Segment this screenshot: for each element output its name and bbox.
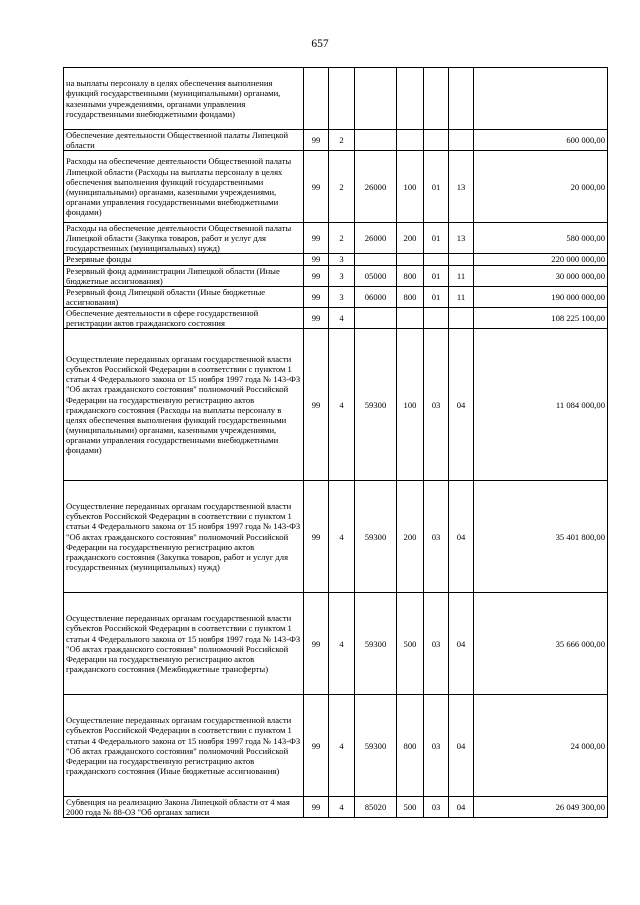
expense-type-cell: 200 (397, 481, 424, 593)
program-code-cell: 99 (304, 254, 329, 265)
subsection-cell: 04 (449, 481, 474, 593)
table-row (64, 593, 608, 695)
amount-cell: 35 666 000,00 (474, 593, 608, 695)
amount-cell: 600 000,00 (474, 130, 608, 151)
expense-name-cell: Осуществление переданных органам государственной власти субъектов Российской Федерации в соответствии с пунктом 1 статьи 4 Федерального закона от 15 ноября 1997 года № 143-ФЗ "Об актах гражданского состояния" полномочий Российской Федерации на государственную регистрацию актов гражданского состояния (Иные бюджетные ассигнования) (64, 695, 304, 797)
subsection-cell: 04 (449, 797, 474, 818)
expense-name-cell: на выплаты персоналу в целях обеспечения выполнения функций государственными (муниципальными) органами, казенными учреждениями, органами управления государственными внебюджетными фондами) (64, 68, 304, 130)
expense-name-cell: Обеспечение деятельности Общественной палаты Липецкой области (64, 130, 304, 151)
program-code-cell: 99 (304, 223, 329, 254)
table-row (64, 130, 608, 151)
direction-code-cell: 05000 (355, 265, 397, 286)
section-cell (424, 307, 449, 328)
direction-code-cell: 26000 (355, 223, 397, 254)
amount-cell: 30 000 000,00 (474, 265, 608, 286)
program-code-cell: 99 (304, 695, 329, 797)
program-code-cell: 99 (304, 307, 329, 328)
program-code-cell: 99 (304, 286, 329, 307)
amount-cell: 24 000,00 (474, 695, 608, 797)
expense-type-cell: 800 (397, 265, 424, 286)
section-cell: 03 (424, 481, 449, 593)
expense-type-cell (397, 130, 424, 151)
program-code-cell: 99 (304, 481, 329, 593)
amount-cell: 26 049 300,00 (474, 797, 608, 818)
amount-cell: 190 000 000,00 (474, 286, 608, 307)
subsection-cell (449, 307, 474, 328)
subsection-cell: 11 (449, 265, 474, 286)
expense-name-cell: Осуществление переданных органам государственной власти субъектов Российской Федерации в соответствии с пунктом 1 статьи 4 Федерального закона от 15 ноября 1997 года № 143-ФЗ "Об актах гражданского состояния" полномочий Российской Федерации на государственную регистрацию актов гражданского состояния (Межбюджетные трансферты) (64, 593, 304, 695)
expense-name-cell: Осуществление переданных органам государственной власти субъектов Российской Федерации в соответствии с пунктом 1 статьи 4 Федерального закона от 15 ноября 1997 года № 143-ФЗ "Об актах гражданского состояния" полномочий Российской Федерации на государственную регистрацию актов гражданского состояния (Расходы на выплаты персоналу в целях обеспечения выполнения функций государственными (муниципальными) органами, казенными учреждениями, органами управления государственными внебюджетными фондами) (64, 329, 304, 481)
program-code-cell: 99 (304, 130, 329, 151)
subprogram-code-cell: 3 (329, 286, 355, 307)
expense-type-cell: 800 (397, 695, 424, 797)
subprogram-code-cell: 4 (329, 329, 355, 481)
table-row (64, 329, 608, 481)
program-code-cell: 99 (304, 593, 329, 695)
expense-type-cell: 500 (397, 593, 424, 695)
amount-cell: 580 000,00 (474, 223, 608, 254)
section-cell: 01 (424, 151, 449, 223)
section-cell: 03 (424, 797, 449, 818)
subprogram-code-cell: 2 (329, 130, 355, 151)
table-row (64, 286, 608, 307)
subsection-cell (449, 68, 474, 130)
subprogram-code-cell: 4 (329, 593, 355, 695)
subprogram-code-cell: 4 (329, 481, 355, 593)
section-cell (424, 130, 449, 151)
expense-type-cell (397, 68, 424, 130)
direction-code-cell (355, 254, 397, 265)
expense-name-cell: Расходы на обеспечение деятельности Общественной палаты Липецкой области (Расходы на выплаты персоналу в целях обеспечения выполнения функций государственными (муниципальными) органами, казенными учреждениями, органами управления государственными внебюджетными фондами) (64, 151, 304, 223)
section-cell: 03 (424, 329, 449, 481)
table-row (64, 695, 608, 797)
direction-code-cell: 26000 (355, 151, 397, 223)
expense-type-cell: 500 (397, 797, 424, 818)
program-code-cell: 99 (304, 329, 329, 481)
direction-code-cell: 59300 (355, 593, 397, 695)
table-row (64, 265, 608, 286)
page-number: 657 (311, 38, 329, 50)
section-cell (424, 68, 449, 130)
table-row (64, 151, 608, 223)
expense-name-cell: Резервный фонд Липецкой области (Иные бюджетные ассигнования) (64, 286, 304, 307)
amount-cell: 108 225 100,00 (474, 307, 608, 328)
subprogram-code-cell: 2 (329, 151, 355, 223)
direction-code-cell: 85020 (355, 797, 397, 818)
expense-type-cell: 200 (397, 223, 424, 254)
expense-type-cell: 100 (397, 329, 424, 481)
subprogram-code-cell: 4 (329, 797, 355, 818)
amount-cell (474, 68, 608, 130)
subprogram-code-cell: 4 (329, 695, 355, 797)
section-cell: 01 (424, 265, 449, 286)
amount-cell: 35 401 800,00 (474, 481, 608, 593)
expense-name-cell: Обеспечение деятельности в сфере государственной регистрации актов гражданского состояния (64, 307, 304, 328)
section-cell: 03 (424, 593, 449, 695)
subsection-cell: 13 (449, 151, 474, 223)
section-cell: 01 (424, 223, 449, 254)
expense-name-cell: Осуществление переданных органам государственной власти субъектов Российской Федерации в соответствии с пунктом 1 статьи 4 Федерального закона от 15 ноября 1997 года № 143-ФЗ "Об актах гражданского состояния" полномочий Российской Федерации на государственную регистрацию актов гражданского состояния (Закупка товаров, работ и услуг для государственных (муниципальных) нужд) (64, 481, 304, 593)
subsection-cell: 04 (449, 329, 474, 481)
expense-name-cell: Резервный фонд администрации Липецкой области (Иные бюджетные ассигнования) (64, 265, 304, 286)
direction-code-cell (355, 307, 397, 328)
program-code-cell (304, 68, 329, 130)
amount-cell: 11 084 000,00 (474, 329, 608, 481)
expense-type-cell: 800 (397, 286, 424, 307)
program-code-cell: 99 (304, 151, 329, 223)
section-cell: 03 (424, 695, 449, 797)
budget-table (63, 67, 608, 818)
expense-type-cell (397, 307, 424, 328)
subsection-cell: 11 (449, 286, 474, 307)
section-cell: 01 (424, 286, 449, 307)
direction-code-cell: 59300 (355, 481, 397, 593)
table-row (64, 307, 608, 328)
table-row (64, 797, 608, 818)
section-cell (424, 254, 449, 265)
subprogram-code-cell: 4 (329, 307, 355, 328)
subsection-cell (449, 130, 474, 151)
subprogram-code-cell: 3 (329, 265, 355, 286)
subsection-cell: 04 (449, 593, 474, 695)
amount-cell: 20 000,00 (474, 151, 608, 223)
table-row (64, 223, 608, 254)
direction-code-cell: 06000 (355, 286, 397, 307)
program-code-cell: 99 (304, 265, 329, 286)
direction-code-cell: 59300 (355, 695, 397, 797)
expense-name-cell: Резервные фонды (64, 254, 304, 265)
expense-name-cell: Субвенция на реализацию Закона Липецкой области от 4 мая 2000 года № 88-ОЗ "Об органах записи (64, 797, 304, 818)
subprogram-code-cell (329, 68, 355, 130)
table-row (64, 481, 608, 593)
expense-type-cell (397, 254, 424, 265)
subsection-cell: 04 (449, 695, 474, 797)
amount-cell: 220 000 000,00 (474, 254, 608, 265)
subsection-cell: 13 (449, 223, 474, 254)
table-row (64, 254, 608, 265)
subprogram-code-cell: 2 (329, 223, 355, 254)
table-row (64, 68, 608, 130)
direction-code-cell: 59300 (355, 329, 397, 481)
subsection-cell (449, 254, 474, 265)
expense-type-cell: 100 (397, 151, 424, 223)
subprogram-code-cell: 3 (329, 254, 355, 265)
program-code-cell: 99 (304, 797, 329, 818)
direction-code-cell (355, 130, 397, 151)
expense-name-cell: Расходы на обеспечение деятельности Общественной палаты Липецкой области (Закупка товаров, работ и услуг для государственных (муниципальных) нужд) (64, 223, 304, 254)
direction-code-cell (355, 68, 397, 130)
